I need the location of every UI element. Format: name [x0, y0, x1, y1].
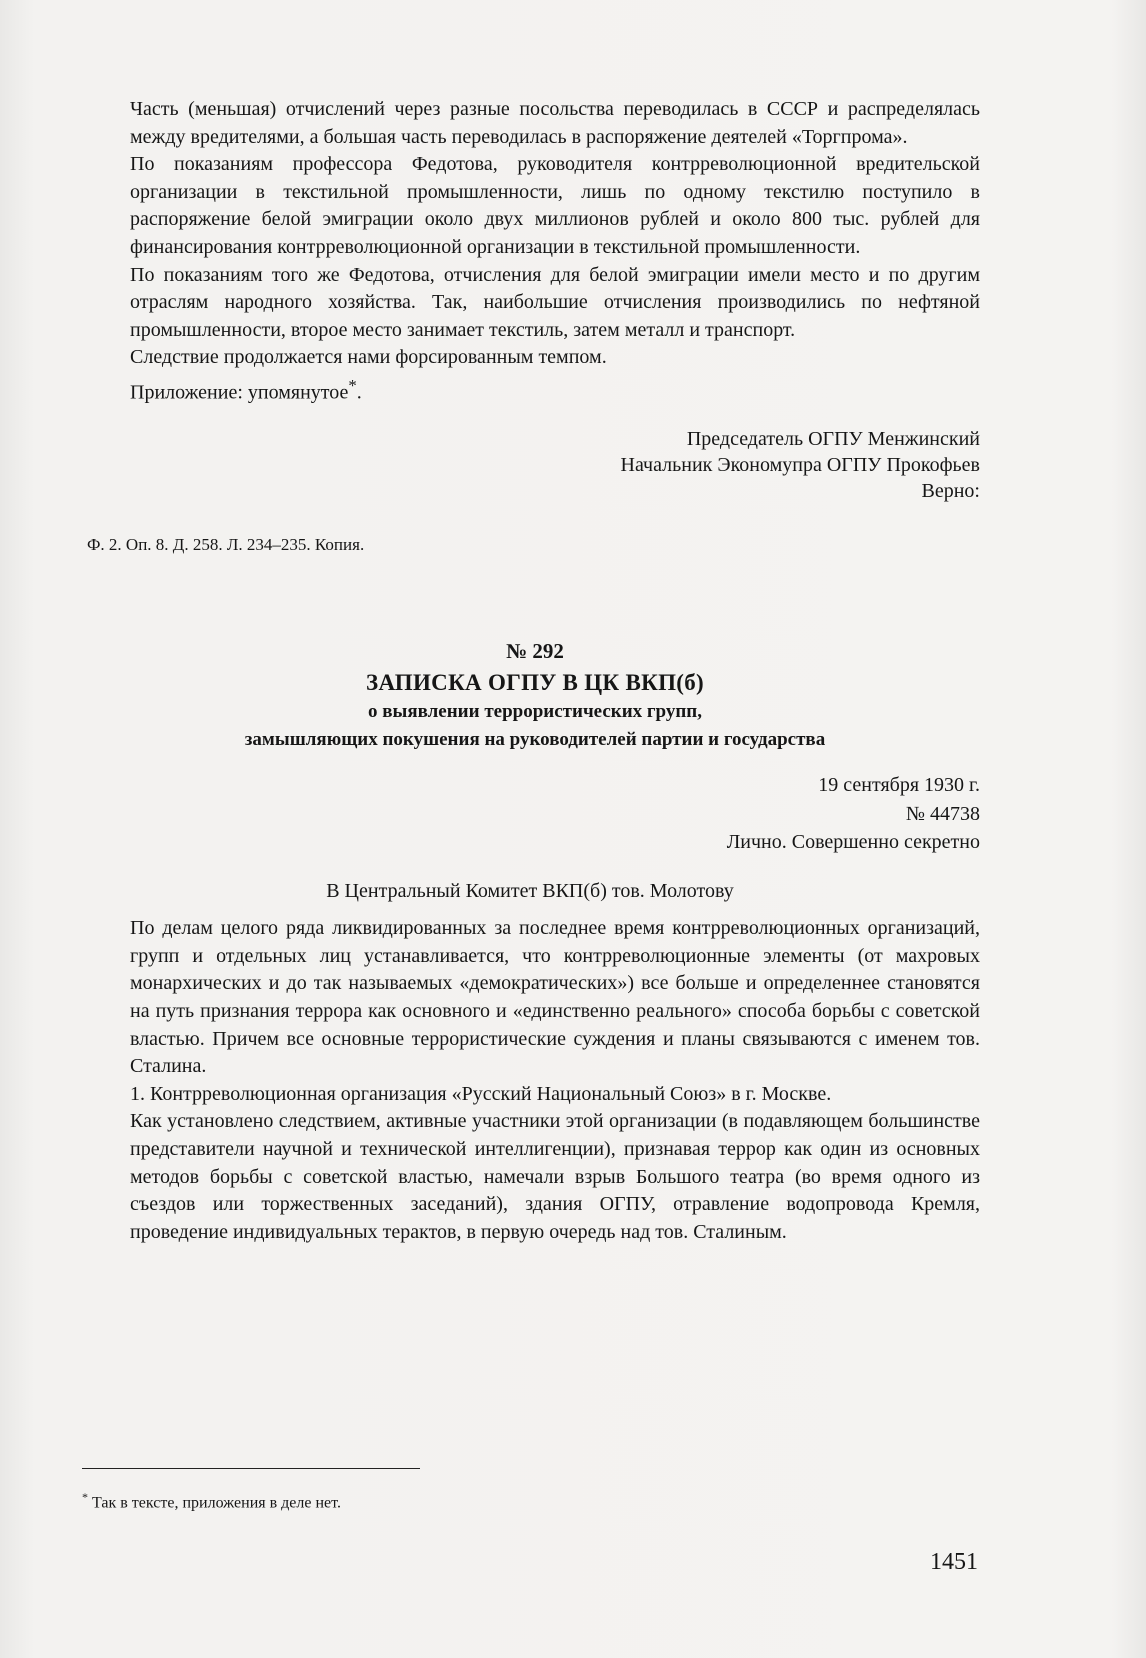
footnote-text: Так в тексте, приложения в деле нет.	[88, 1494, 341, 1512]
document-meta	[130, 771, 980, 857]
registration-number: № 44738	[905, 802, 980, 825]
addressee: В Центральный Комитет ВКП(б) тов. Молотову	[326, 879, 734, 902]
document-subtitle-line-2: замышляющих покушения на руководителей партии и государства	[244, 729, 826, 751]
paragraph-terror-trend: По делам целого ряда ликвидированных за последнее время контрреволюционных организаций, групп и отдельных лиц устанавливается, что контрреволюционные элементы (от махровых монархических и до так называемых «демократических») все больше и определеннее становятся на путь признания террора как основного и «единственно реального» способа борьбы с советской властью. Причем все основные террористические суждения и планы связываются с именем тов. Сталина.	[130, 917, 980, 1078]
paragraph-fedotov-testimony: По показаниям профессора Федотова, руководителя контрреволюционной вредительской организации в текстильной промышленности, лишь по одному текстилю поступило в распоряжение белой эмиграции около двух миллионов рублей и около 800 тыс. рублей для финансирования контрреволюционной организации в текстильной промышленности.	[130, 153, 980, 258]
classification-label: Лично. Совершенно секретно	[726, 831, 980, 854]
document-date: 19 сентября 1930 г.	[818, 774, 980, 797]
memo-body	[130, 915, 980, 1246]
signature-certified: Верно:	[921, 480, 980, 503]
signature-block	[130, 426, 980, 504]
attachment-footnote-mark: *	[348, 375, 357, 395]
signature-chairman: Председатель ОГПУ Менжинский	[686, 428, 980, 451]
attachment-text: Приложение: упомянутое	[130, 381, 349, 404]
paragraph-plans: Как установлено следствием, активные участники этой организации (в подавляющем большинстве представители научной и технической интеллигенции), признавая террор как один из основных методов борьбы с советской властью, намечали взрыв Большого театра (во время одного из съездов или торжественных заседаний), здания ОГПУ, отравление водопровода Кремля, проведение индивидуальных терактов, в первую очередь над тов. Сталиным.	[130, 1110, 980, 1243]
paragraph-investigation: Следствие продолжается нами форсированным темпом.	[130, 346, 607, 369]
document-number: № 292	[506, 639, 564, 664]
document-subtitle-line-1: о выявлении террористических групп,	[368, 701, 702, 723]
archive-reference: Ф. 2. Оп. 8. Д. 258. Л. 234–235. Копия.	[87, 535, 365, 555]
paragraph-other-industries: По показаниям того же Федотова, отчисления для белой эмиграции имели место и по другим отраслям народного хозяйства. Так, наибольшие отчисления производились по нефтяной промышленности, второе место занимает текстиль, затем металл и транспорт.	[130, 263, 980, 341]
paragraph-section-heading: 1. Контрреволюционная организация «Русский Национальный Союз» в г. Москве.	[130, 1082, 832, 1105]
page-content	[87, 96, 980, 1246]
attachment-line: Приложение: упомянутое*.	[130, 375, 362, 404]
page-number: 1451	[930, 1549, 978, 1575]
footnote	[82, 1487, 341, 1513]
document-title: ЗАПИСКА ОГПУ В ЦК ВКП(б)	[366, 670, 704, 696]
footnote-divider	[82, 1468, 420, 1469]
paragraph-transfers: Часть (меньшая) отчислений через разные посольства переводилась в СССР и распределялась между вредителями, а большая часть переводилась в распоряжение деятелей «Торгпрома».	[130, 98, 980, 148]
signature-economic-head: Начальник Экономупра ОГПУ Прокофьев	[620, 454, 980, 477]
footnote-mark: *	[82, 1490, 88, 1504]
